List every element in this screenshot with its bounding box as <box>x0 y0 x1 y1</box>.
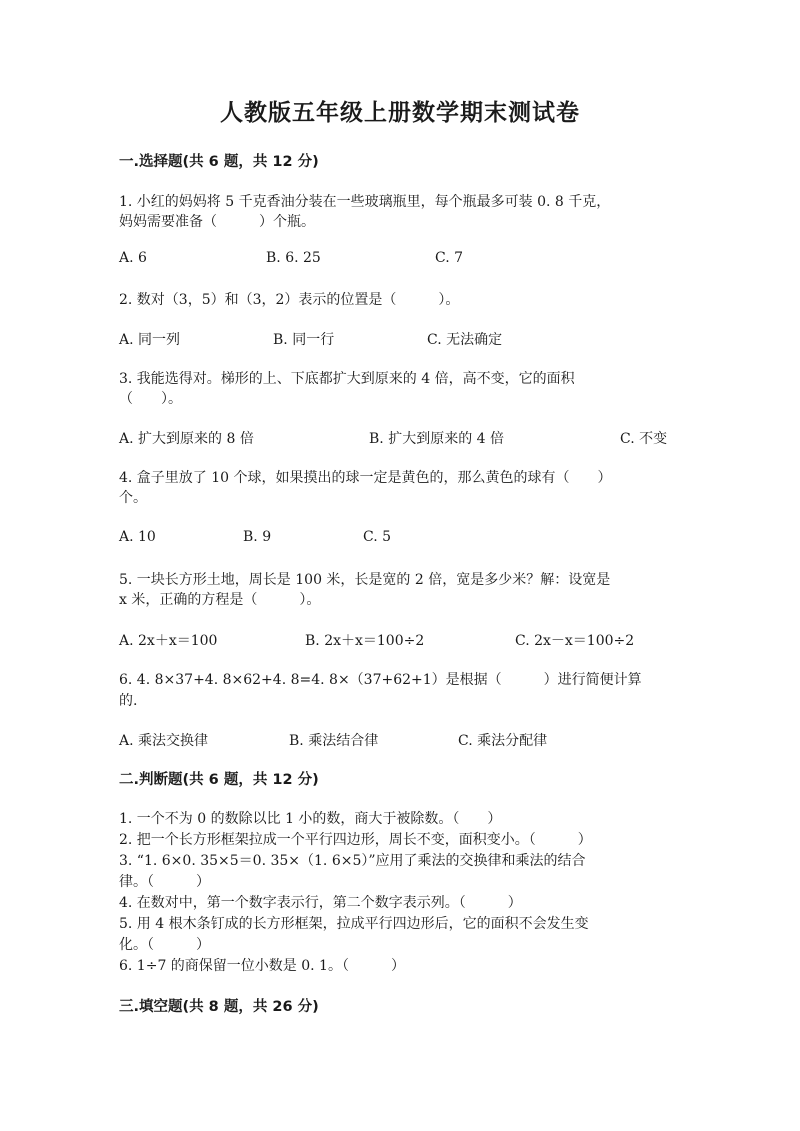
q3-line-2: （ ）。 <box>119 391 182 407</box>
q1-line-1: 1. 小红的妈妈将 5 千克香油分装在一些玻璃瓶里，每个瓶最多可装 0. 8 千克， <box>119 194 611 210</box>
q4-option-a: A. 10 <box>119 529 156 545</box>
q6-line-1: 6. 4. 8×37+4. 8×62+4. 8=4. 8×（37+62+1）是根据（ ）进行简便计算 <box>119 672 642 688</box>
q4-line-1: 4. 盒子里放了 10 个球，如果摸出的球一定是黄色的，那么黄色的球有（ ） <box>119 470 612 486</box>
q2-option-a: A. 同一列 <box>119 332 181 348</box>
q1-line-2: 妈妈需要准备（ ）个瓶。 <box>119 214 315 230</box>
judge-line-8: 6. 1÷7 的商保留一位小数是 0. 1。（ ） <box>119 958 405 974</box>
q4-line-2: 个。 <box>119 490 147 506</box>
q1-option-b: B. 6. 25 <box>266 250 321 266</box>
judge-line-3: 3. “1. 6×0. 35×5＝0. 35×（1. 6×5）”应用了乘法的交换律和乘法的结合 <box>119 853 586 869</box>
q3-option-a: A. 扩大到原来的 8 倍 <box>119 431 254 447</box>
q3-line-1: 3. 我能选得对。梯形的上、下底都扩大到原来的 4 倍，高不变，它的面积 <box>119 371 575 387</box>
q6-line-2: 的. <box>119 693 138 709</box>
section-judge-heading: 二.判断题(共 6 题，共 12 分) <box>119 772 319 788</box>
q5-option-a: A. 2x＋x＝100 <box>119 633 218 649</box>
q6-option-b: B. 乘法结合律 <box>289 733 379 749</box>
judge-line-4: 律。（ ） <box>119 874 210 890</box>
q5-option-b: B. 2x＋x＝100÷2 <box>305 633 425 649</box>
q2-option-c: C. 无法确定 <box>427 332 503 348</box>
q2-line-1: 2. 数对（3，5）和（3，2）表示的位置是（ ）。 <box>119 292 460 308</box>
judge-line-5: 4. 在数对中，第一个数字表示行，第二个数字表示列。（ ） <box>119 895 522 911</box>
judge-line-6: 5. 用 4 根木条钉成的长方形框架，拉成平行四边形后，它的面积不会发生变 <box>119 916 589 932</box>
judge-line-7: 化。（ ） <box>119 937 210 953</box>
q4-option-b: B. 9 <box>243 529 272 545</box>
section-choice-heading: 一.选择题(共 6 题，共 12 分) <box>119 154 319 170</box>
q5-line-1: 5. 一块长方形土地，周长是 100 米，长是宽的 2 倍，宽是多少米？解：设宽是 <box>119 572 611 588</box>
q5-option-c: C. 2x－x＝100÷2 <box>515 633 635 649</box>
q2-option-b: B. 同一行 <box>273 332 335 348</box>
judge-line-2: 2. 把一个长方形框架拉成一个平行四边形，周长不变，面积变小。（ ） <box>119 832 592 848</box>
q3-option-b: B. 扩大到原来的 4 倍 <box>369 431 504 447</box>
q6-option-a: A. 乘法交换律 <box>119 733 209 749</box>
judge-line-1: 1. 一个不为 0 的数除以比 1 小的数，商大于被除数。（ ） <box>119 811 502 827</box>
q1-option-a: A. 6 <box>119 250 147 266</box>
q1-option-c: C. 7 <box>435 250 464 266</box>
q3-option-c: C. 不变 <box>620 431 668 447</box>
q6-option-c: C. 乘法分配律 <box>458 733 548 749</box>
exam-title: 人教版五年级上册数学期末测试卷 <box>220 99 580 126</box>
section-fill-heading: 三.填空题(共 8 题，共 26 分) <box>119 999 319 1015</box>
q5-line-2: x 米，正确的方程是（ ）。 <box>119 592 321 608</box>
q4-option-c: C. 5 <box>363 529 392 545</box>
